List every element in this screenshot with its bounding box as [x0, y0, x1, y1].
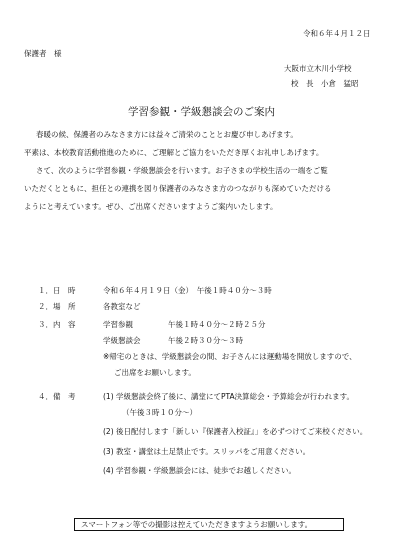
date-value: 令和６年４月１９日（金） 午後１時４０分～３時: [103, 286, 272, 295]
body-line: さて、次のように学習参観・学級懇談会を行います。お子さまの学校生活の一端をご覧: [36, 166, 328, 175]
footer-notice-box: [74, 518, 344, 531]
content-item-name: 学習参観: [103, 320, 133, 329]
document-title: 学習参観・学級懇談会のご案内: [128, 106, 275, 118]
content-note: ※帰宅のときは、学級懇談会の間、お子さんには運動場を開放しますので、: [103, 352, 357, 361]
recipient: 保護者 様: [24, 49, 62, 58]
remarks-label: ４．備 考: [38, 392, 76, 401]
content-note: ご出席をお願いします。: [114, 368, 196, 377]
issue-date: 令和６年４月１２日: [303, 29, 371, 38]
footer-notice-text: スマートフォン等での撮影は控えていただきますようお願いします。: [81, 520, 313, 529]
body-line: ようにと考えています。ぜひ、ご出席くださいますようご案内いたします。: [24, 202, 278, 211]
remark-item: (1) 学級懇談会終了後に、講堂にてPTA決算総会・予算総会が行われます。: [103, 392, 355, 401]
place-label: ２．場 所: [38, 302, 76, 311]
remark-item: (4) 学習参観・学級懇談会には、徒歩でお越しください。: [103, 466, 297, 475]
content-item-time: 午後１時４０分～２時２５分: [168, 320, 266, 329]
content-label: ３．内 容: [38, 320, 76, 329]
remark-item: (2) 後日配付します「新しい『保護者入校証』」を必ずつけてご来校ください。: [103, 427, 368, 436]
place-value: 各教室など: [103, 302, 141, 311]
body-line: 春暖の候、保護者のみなさま方には益々ご清栄のこととお慶び申しあげます。: [36, 130, 298, 139]
body-line: 平素は、本校教育活動推進のために、ご理解とご協力をいただき厚くお礼申しあげます。: [24, 148, 324, 157]
date-label: １．日 時: [38, 286, 76, 295]
remark-item: (3) 教室・講堂は土足禁止です。スリッパをご用意ください。: [103, 447, 311, 456]
remark-item: （午後３時１０分～）: [122, 408, 197, 417]
body-line: いただくとともに、担任との連携を図り保護者のみなさま方のつながりも深めていただける: [24, 184, 332, 193]
school-name: 大阪市立木川小学校: [284, 64, 352, 73]
principal-name: 校 長 小倉 猛昭: [291, 79, 359, 88]
content-item-name: 学級懇談会: [103, 336, 141, 345]
content-item-time: 午後２時３０分～３時: [168, 336, 243, 345]
